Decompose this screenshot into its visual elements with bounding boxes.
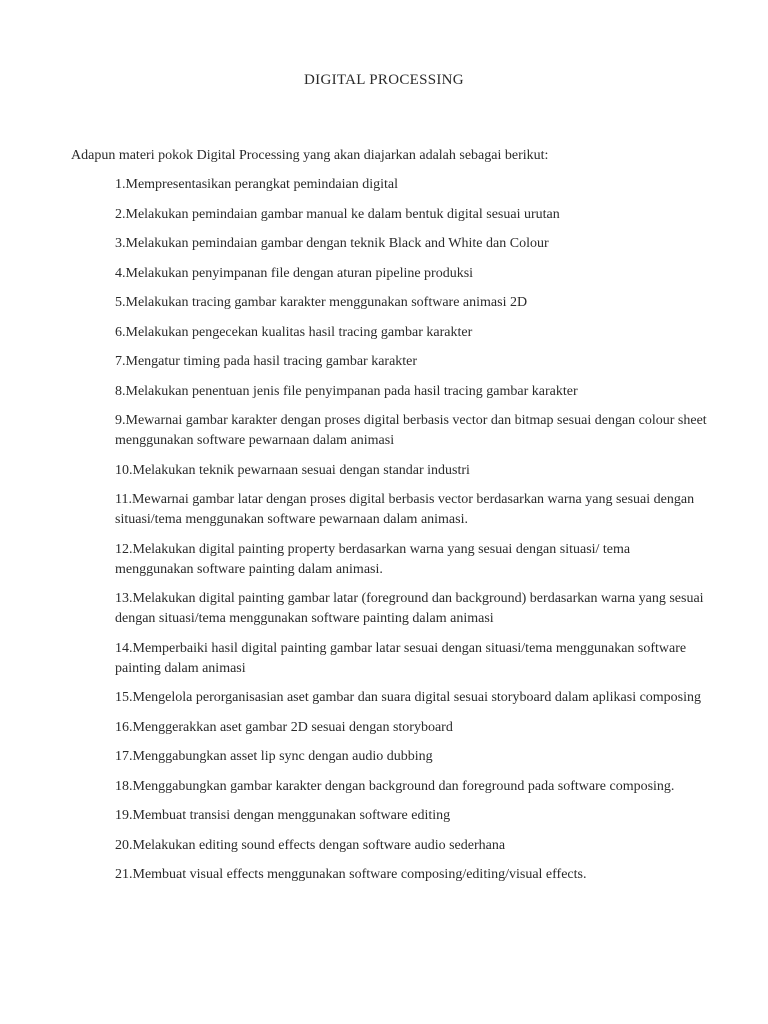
topic-list [115, 175, 710, 895]
list-item: 15.Mengelola perorganisasian aset gambar dan suara digital sesuai storyboard dalam aplikasi composing [115, 690, 702, 705]
list-item: 13.Melakukan digital painting gambar latar (foreground dan background) berdasarkan warna yang sesuai dengan situasi/tema menggunakan software painting dalam animasi [115, 591, 704, 626]
list-item: 20.Melakukan editing sound effects dengan software audio sederhana [115, 837, 506, 853]
list-item: 4.Melakukan penyimpanan file dengan aturan pipeline produksi [115, 265, 474, 281]
list-item: 14.Memperbaiki hasil digital painting gambar latar sesuai dengan situasi/tema menggunakan software painting dalam animasi [115, 640, 687, 676]
list-item: 17.Menggabungkan asset lip sync dengan audio dubbing [115, 749, 433, 764]
list-item: 6.Melakukan pengecekan kualitas hasil tracing gambar karakter [115, 324, 473, 340]
list-item: 1.Mempresentasikan perangkat pemindaian digital [115, 177, 399, 192]
list-item: 21.Membuat visual effects menggunakan software composing/editing/visual effects. [115, 867, 587, 882]
list-item: 2.Melakukan pemindaian gambar manual ke dalam bentuk digital sesuai urutan [115, 206, 560, 222]
list-item: 8.Melakukan penentuan jenis file penyimpanan pada hasil tracing gambar karakter [115, 383, 578, 399]
list-item: 3.Melakukan pemindaian gambar dengan teknik Black and White dan Colour [115, 236, 549, 251]
list-item: 7.Mengatur timing pada hasil tracing gambar karakter [115, 354, 418, 369]
list-item: 19.Membuat transisi dengan menggunakan software editing [115, 808, 451, 823]
list-item: 5.Melakukan tracing gambar karakter menggunakan software animasi 2D [115, 295, 528, 310]
list-item: 16.Menggerakkan aset gambar 2D sesuai dengan storyboard [115, 719, 453, 735]
list-item: 9.Mewarnai gambar karakter dengan proses digital berbasis vector dan bitmap sesuai dengan colour sheet menggunakan software pewarnaan dalam animasi [115, 413, 707, 448]
intro-paragraph: Adapun materi pokok Digital Processing yang akan diajarkan adalah sebagai berikut: [71, 148, 549, 163]
list-item: 10.Melakukan teknik pewarnaan sesuai dengan standar industri [115, 462, 470, 478]
document-title: DIGITAL PROCESSING [304, 72, 464, 88]
list-item: 12.Melakukan digital painting property berdasarkan warna yang sesuai dengan situasi/ tema menggunakan software painting dalam animasi. [115, 541, 631, 577]
list-item: 18.Menggabungkan gambar karakter dengan background dan foreground pada software composing. [115, 778, 675, 794]
list-item: 11.Mewarnai gambar latar dengan proses digital berbasis vector berdasarkan warna yang sesuai dengan situasi/tema menggunakan software pewarnaan dalam animasi. [115, 492, 695, 527]
